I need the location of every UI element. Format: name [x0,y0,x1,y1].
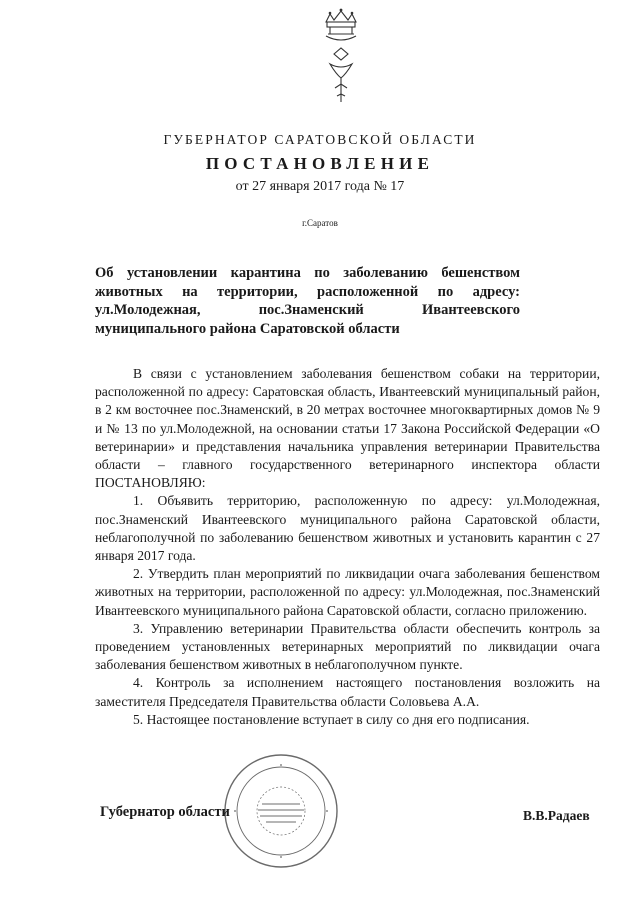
document-title: Об установлении карантина по заболеванию бешенством животных на территории, расположенной по адресу: ул.Молодежная, пос.Знаменский Ивантеевского муниципального района Саратовской области [95,265,520,337]
body-paragraph: 3. Управлению ветеринарии Правительства области обеспечить контроль за проведением установленных ветеринарных мероприятий по ликвидации очага заболевания бешенством животных в неблагополучном пункте. [95,620,600,673]
body-paragraph: В связи с установлением заболевания бешенством собаки на территории, расположенной по адресу: Саратовская область, Ивантеевский муниципальный район, в 2 км восточнее пос.Знаменский, в 20 метрах восточнее многоквартирных домов № 9 и № 13 по ул.Молодежной, на основании статьи 17 Закона Российской Федерации «О ветеринарии» и представления начальника управления ветеринарии Правительства области – главного государственного ветеринарного инспектора области ПОСТАНОВЛЯЮ: [95,366,600,491]
body-paragraph: 1. Объявить территорию, расположенную по адресу: ул.Молодежная, пос.Знаменский Ивантеевского муниципального района Саратовской области, неблагополучной по заболеванию бешенством животных и установить карантин с 27 января 2017 года. [95,493,600,564]
document-body [95,365,600,729]
body-paragraph: 5. Настоящее постановление вступает в силу со дня его подписания. [133,711,530,727]
issuing-authority: ГУБЕРНАТОР САРАТОВСКОЙ ОБЛАСТИ [163,132,477,147]
crown-emblem-icon [318,8,364,108]
body-paragraph: 2. Утвердить план мероприятий по ликвидации очага заболевания бешенством животных на территории, расположенной по адресу: ул.Молодежная, пос.Знаменский Ивантеевского муниципального района Саратовской области, согласно приложению. [95,566,600,618]
official-stamp [222,752,340,870]
document-date-number: от 27 января 2017 года № 17 [235,179,405,194]
body-paragraph: 4. Контроль за исполнением настоящего постановления возложить на заместителя Председателя Правительства области Соловьева А.А. [95,675,600,709]
document-city: г.Саратов [302,218,338,228]
signatory-name: В.В.Радаев [523,808,590,823]
document-type: ПОСТАНОВЛЕНИЕ [205,154,435,173]
signatory-position: Губернатор области [100,804,230,820]
